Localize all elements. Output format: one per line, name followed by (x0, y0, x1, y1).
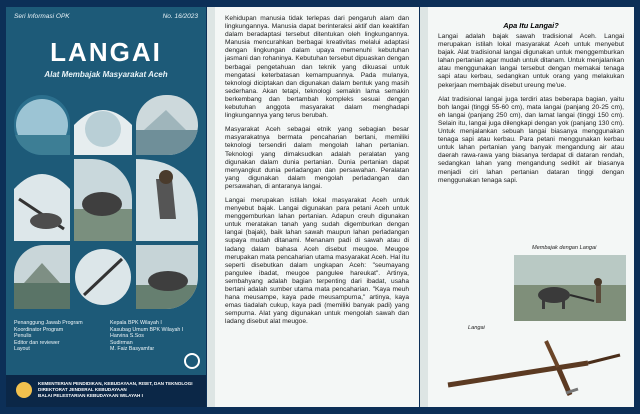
photo-tile-8 (74, 245, 132, 309)
credit-name: Harvina S.Sos (110, 333, 144, 340)
plowing-photo (514, 255, 626, 321)
photo-tile-6 (136, 159, 198, 241)
credit-name: M. Faiz Basyamfar (110, 346, 155, 353)
paragraph: Langai adalah bajak sawah tradisional Aceh. Langai merupakan istilah lokal masyarakat Aceh untuk menyebut bajak. Alat tradisional langai digunakan untuk menggemburkan lahan pertanian agar mudah untuk ditanam. Untuk menjalankan atau menggunakan langai tersebut dengan memakai tenaga sapi atau kerbau, sedangkan untuk orang yang melakukan pekerjaan membajak disebut ureung me'ue. (438, 33, 624, 89)
credits-roles (14, 320, 83, 353)
paragraph: Kehidupan manusia tidak terlepas dari pengaruh alam dan lingkungannya. Manusia dapat berinteraksi aktif dan keaktifan dalam beradaptasi tersebut ditentukan oleh lingkungannya. Manusia mencurahkan berbagai kreativitas melalui adaptasi dengan lingkungan dalam upaya memenuhi kebutuhan jasmani dan rohaninya. Kebutuhan tersebut dipuaskan dengan berbagai pengetahuan dan teknik yang dikuasai untuk mengatasi keterbatasan kemampuannya. Pada mulanya, teknologi diciptakan dan digunakan dalam bentuk yang masih sederhana. Akan tetapi, teknologi semakin lama semakin berkembang dan bertambah kompleks sesuai dengan kebutuhan anggota masyarakat dalam menghadapi lingkungannya yang terus berubah. (225, 15, 409, 120)
issue-number: No. 16/2023 (162, 13, 198, 20)
middle-panel (215, 7, 419, 407)
ministry-emblem-icon (16, 382, 32, 398)
credit-role: Layout (14, 346, 30, 353)
footer-line: BALAI PELESTARIAN KEBUDAYAAN WILAYAH I (38, 392, 143, 398)
paragraph: Alat tradisional langai juga terdiri atas beberapa bagian, yaitu boh langai (tinggi 55-60 cm), mata langai (panjang 20-25 cm), eh langai (panjang 250 cm), dan lamat langai (tinggi 150 cm). Selain itu, langai juga dilengkapi dengan yok (panjang 130 cm). Untuk menjalankan sebuah langai biasanya menggunakan tenaga sapi atau kerbau. Para petani menggunakan kerbau untuk lahan pertanian yang banyak mengandung air atau daerah rawa-rawa yang biasanya terdapat di dataran rendah, sedangkan lahan yang mengandung sedikit air biasanya menjadi ciri lahan pertanian dataran tinggi dengan menggunakan tenaga sapi. (438, 95, 624, 184)
photo-caption: Membajak dengan Langai (532, 245, 597, 251)
credit-name: Kepala BPK Wilayah I (110, 320, 162, 326)
credits-names (110, 320, 183, 353)
photo-tile-4 (14, 159, 70, 241)
right-panel (428, 7, 634, 407)
photo-tile-9 (136, 245, 198, 309)
middle-text-column (225, 15, 409, 332)
paragraph: Langai merupakan istilah lokal masyarakat Aceh untuk menyebut bajak. Langai digunakan para petani Aceh untuk menggemburkan lahan pertanian. Adapun creuh digunakan untuk meratakan tanah yang sudah digemburkan dengan langai (bajak), baik lahan sawah maupun lahan perladangan supaya mudah ditanami. Menanam padi di sawah atau di ladang dalam bahasa Aceh disebut meugoe. Meugoe merupakan mata pencaharian utama masyarakat Aceh. Hal itu seperti disebutkan dalam ungkapan Aceh: "seumayang pangulee ibadat, meugoe pangulee hareukat". Artinya, sembahyang adalah bagian terpenting dari ibadat, usaha bertani adalah sumber utama mata pencaharian. "Kaya meuh hana meusampe, kaya pade meusampurna," artinya, kaya emas tiadalah cukup, kaya padi (memiliki banyak padi) yang sempurna. Alat yang digunakan untuk mengolah sawah dan ladang disebut alat meugoe. (225, 196, 409, 326)
footer-text (38, 381, 193, 398)
langai-photo (438, 333, 626, 399)
series-label: Seri Informasi OPK (14, 13, 70, 20)
paragraph: Masyarakat Aceh sebagai etnik yang sebagian besar masyarakatnya bermata pencaharian bertani, memiliki teknologi tersendiri dalam mengolah lahan pertanian. Teknologi yang dimaksudkan adalah peralatan yang digunakan dalam dunia pertanian. Dunia pertanian dapat menyangkut dunia perladangan dan persawahan. Peralatan yang digunakan dalam mengolah perladangan dan persawahan, di antaranya langai. (225, 126, 409, 190)
section-title: Apa Itu Langai? (503, 21, 559, 30)
page-gutter (207, 7, 215, 407)
cover-title: LANGAI (50, 37, 162, 67)
photo-tile-2 (74, 95, 132, 155)
cover-panel (6, 7, 206, 407)
swirl-logo-icon (184, 353, 200, 369)
right-text-column (438, 33, 624, 191)
credit-name: Kasubag Umum BPK Wilayah I (110, 326, 184, 333)
photo-caption: Langai (468, 325, 485, 331)
photo-tile-1 (14, 95, 70, 155)
credit-name: Sudirman (110, 339, 133, 346)
photo-tile-5 (74, 159, 132, 241)
cover-subtitle: Alat Membajak Masyarakat Aceh (44, 70, 168, 79)
photo-tile-7 (14, 245, 70, 309)
footer-bar (6, 375, 206, 407)
credit-role: Penulis (14, 333, 32, 340)
credit-role: Penanggung Jawab Program (14, 320, 83, 326)
footer-line: KEMENTERIAN PENDIDIKAN, KEBUDAYAAN, RISET, DAN TEKNOLOGI (38, 381, 193, 386)
credit-role: Koordinator Program (14, 326, 64, 333)
credit-role: Editor dan reviewer (14, 339, 60, 346)
photo-tile-3 (136, 95, 198, 155)
footer-line: DIREKTORAT JENDERAL KEBUDAYAAN (38, 386, 127, 392)
page-gutter (420, 7, 428, 407)
